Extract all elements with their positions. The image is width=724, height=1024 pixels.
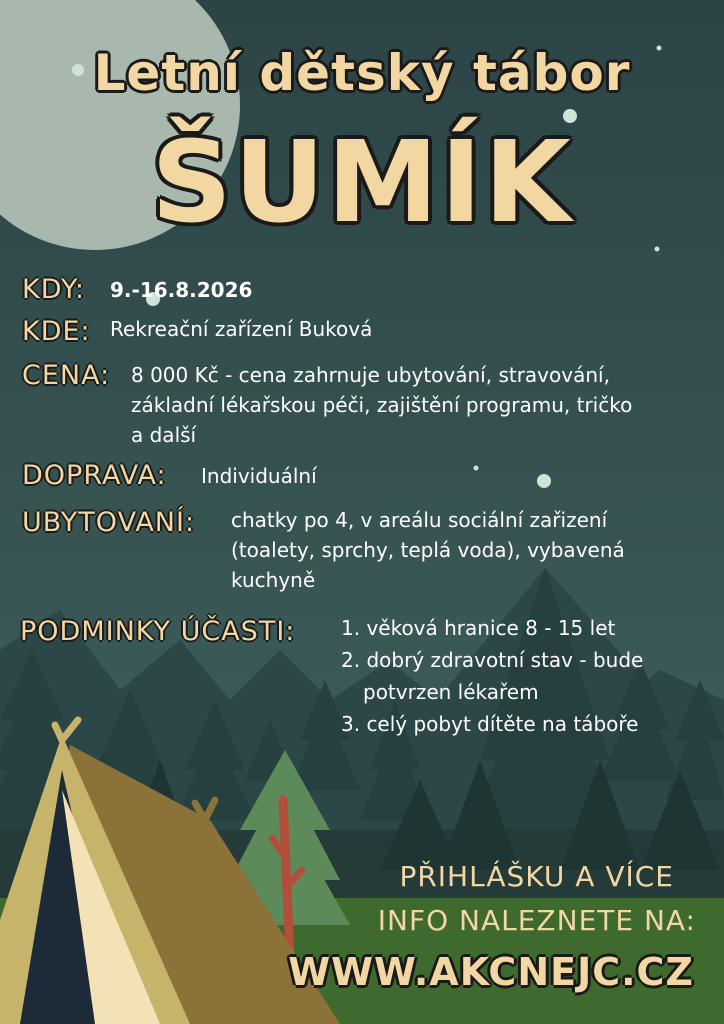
cta-line-2: INFO NALEZNETE NA:	[377, 904, 696, 937]
condition-item: 1. věková hranice 8 - 15 let	[341, 616, 616, 640]
condition-item: 2. dobrý zdravotní stav - bude potvrzen lékařem	[341, 648, 644, 704]
value-doprava: Individuální	[201, 464, 317, 488]
label-ubytovani: UBYTOVANÍ:	[22, 507, 196, 538]
label-kde: KDE:	[22, 316, 91, 347]
cena-line: a další	[131, 423, 197, 447]
value-kdy: 9.-16.8.2026	[110, 278, 253, 302]
label-cena: CENA:	[22, 360, 111, 391]
ubytovani-line: chatky po 4, v areálu sociální zařizení	[231, 508, 608, 532]
title-line-1: Letní dětský tábor	[93, 44, 631, 102]
label-kdy: KDY:	[22, 274, 86, 305]
label-doprava: DOPRAVA:	[22, 460, 167, 491]
ubytovani-line: kuchyně	[231, 568, 316, 592]
condition-item: 3. celý pobyt dítěte na táboře	[341, 712, 639, 736]
cena-line: 8 000 Kč - cena zahrnuje ubytování, stravování,	[131, 363, 610, 387]
label-podminky: PODMINKY ÚČASTI:	[20, 616, 296, 647]
value-ubytovani	[231, 505, 625, 595]
value-cena	[131, 360, 632, 450]
ubytovani-line: (toalety, sprchy, teplá voda), vybavená	[231, 538, 625, 562]
website-link[interactable]: WWW.AKCNEJC.CZ	[288, 950, 694, 994]
value-kde: Rekreační zařízení Buková	[110, 317, 373, 341]
conditions-list	[341, 612, 681, 740]
title-camp-name: ŠUMÍK	[151, 118, 573, 248]
cena-line: základní lékařskou péči, zajištění programu, tričko	[131, 393, 633, 417]
cta-line-1: PŘIHLÁŠKU A VÍCE	[399, 860, 674, 893]
